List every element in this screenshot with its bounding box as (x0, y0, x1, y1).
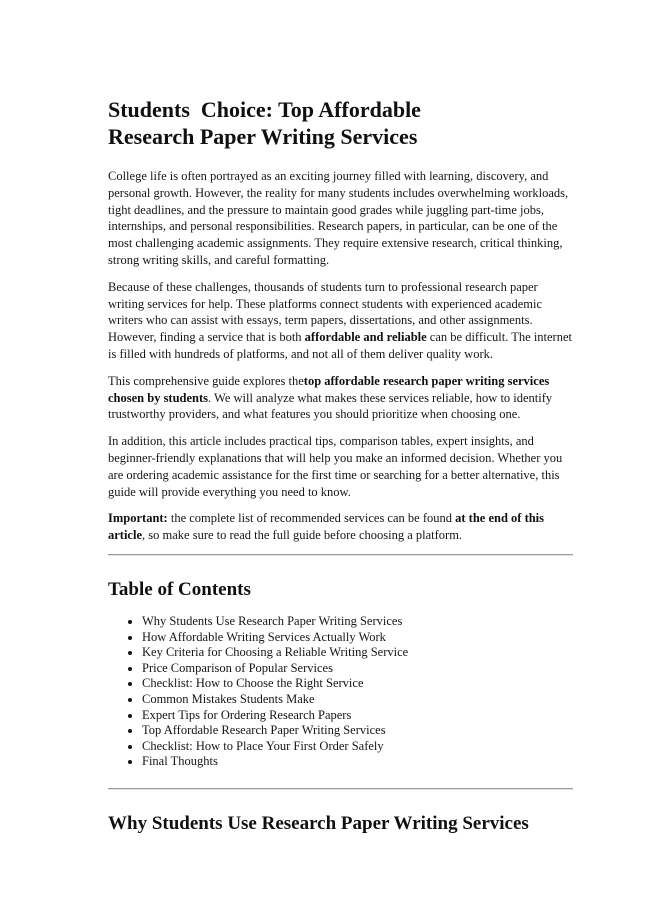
paragraph-text: In addition, this article includes practical tips, comparison tables, expert insights, and beginner-friendly explanations that will help you make an informed decision. Whether you are ordering academic assistance for the first time or searching for a better alternative, this guide will provide everything you need to know. (108, 434, 563, 499)
toc-item: • Key Criteria for Choosing a Reliable Writing Service (142, 645, 573, 661)
divider (108, 554, 573, 556)
paragraph-text: College life is often portrayed as an exciting journey filled with learning, discovery, and personal growth. However, the reality for many students includes overwhelming workloads, tight deadlines, and the pressure to maintain good grades while juggling part-time jobs, internships, and personal responsibilities. Research papers, in particular, can be one of the most challenging academic assignments. They require extensive research, critical thinking, strong writing skills, and careful formatting. (108, 169, 569, 267)
bold-text: affordable and reliable (304, 330, 427, 345)
toc-item: • Price Comparison of Popular Services (142, 661, 573, 677)
toc-heading: Table of Contents (108, 578, 251, 600)
paragraph-text: can be difficult. The internet is filled with hundreds of platforms, and not all of them deliver quality work. (108, 330, 572, 361)
toc-item: • Expert Tips for Ordering Research Papers (142, 708, 573, 724)
section-heading-why-students: Why Students Use Research Paper Writing Services (108, 812, 529, 834)
paragraph-text: Because of these challenges, thousands of students turn to professional research paper writing services for help. These platforms connect students with experienced academic writers who can assist with essays, term papers, dissertations, and other assignments. However, finding a service that is both (108, 279, 542, 345)
toc-item: • Checklist: How to Choose the Right Service (142, 676, 573, 692)
bold-text: Important: (108, 511, 168, 526)
paragraph-text: the complete list of recommended services can be found (167, 511, 456, 526)
bold-text: top affordable research paper writing services chosen by students (108, 373, 550, 405)
toc-item: • Common Mistakes Students Make (142, 692, 573, 708)
bold-text: at the end of this article (108, 511, 545, 543)
article-title (108, 96, 573, 150)
toc-list (108, 614, 573, 770)
article-title-line-1: Students Choice: Top Affordable (108, 97, 421, 122)
intro-paragraph-2 (108, 279, 573, 363)
divider (108, 788, 573, 790)
toc-item: • Final Thoughts (142, 754, 573, 770)
paragraph-text: This comprehensive guide explores the (108, 373, 304, 388)
intro-paragraph-4 (108, 433, 573, 500)
toc-item: • Checklist: How to Place Your First Order Safely (142, 739, 573, 755)
intro-paragraph-5 (108, 510, 573, 544)
paragraph-text: , so make sure to read the full guide before choosing a platform. (142, 528, 463, 543)
paragraph-text: . We will analyze what makes these services reliable, how to identify trustworthy providers, and what features you should prioritize when choosing one. (108, 390, 553, 422)
article-title-line-2: Research Paper Writing Services (108, 124, 418, 149)
toc-item: • Top Affordable Research Paper Writing Services (142, 723, 573, 739)
toc-item: • Why Students Use Research Paper Writing Services (142, 614, 573, 630)
toc-item: • How Affordable Writing Services Actually Work (142, 630, 573, 646)
intro-paragraph-3 (108, 373, 573, 423)
intro-paragraph-1 (108, 168, 573, 269)
